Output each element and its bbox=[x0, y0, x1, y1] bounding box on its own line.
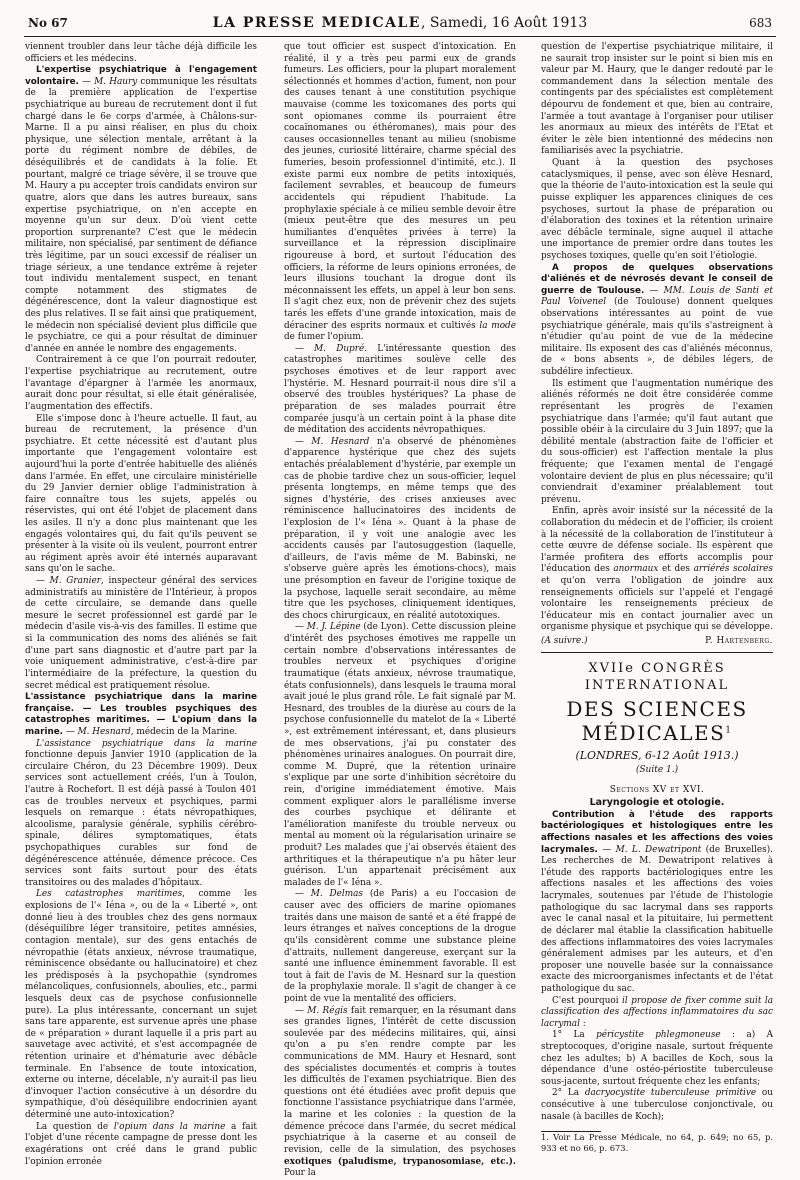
paragraph-text: Enfin, après avoir insisté sur la nécessité de la collaboration du médecin et de l'officier, ils croient à la nécessité de la collaboration de l'instituteur à cette œuvre de défense sociale. Ils espèrent que l'armée profitera des efforts accomplis pour l'éducation des bbox=[541, 506, 773, 575]
italic-phrase: arriérés scolaires bbox=[693, 564, 773, 575]
author-name: MM. Louis de Santi et Paul Voivenel bbox=[541, 285, 773, 308]
issue-number: No 67 bbox=[28, 16, 68, 30]
section-heading: A propos de quelques observations d'aliénés et de névrosés devant le conseil de guerre de Toulouse. bbox=[541, 262, 773, 296]
congress-title-line2 bbox=[541, 697, 773, 745]
author-role: , médecin de la Marine. bbox=[130, 726, 238, 737]
discussion-text: n'a observé de phénomènes d'apparence hystérique que chez des sujets entachés préalablement d'hystérie, par exemple un cas de phobie tardive chez un sous-officier, lequel présenta longtemps, en même temps que des signes d'hystérie, des crises anxieuses avec réminiscence hallucinatoires des incidents de l'explosion de l'« Iéna ». Quant à la phase de préparation, il y voit une analogie avec les accidents causés par l'autosuggestion (laquelle, d'ailleurs, de l'avis même de M. Babinski, ne s'observe guère après les émotions-chocs), mais une présomption en faveur de l'origine toxique de la psychose, laquelle serait secondaire, au même titre que les psychoses, cliniquement identiques, des chocs chirurgicaux, en réalité autotoxiques. bbox=[284, 436, 516, 621]
paragraph bbox=[25, 1122, 257, 1168]
author-name: M. L. Dewatripont bbox=[615, 844, 702, 855]
italic-phrase: l'opium dans la marine bbox=[113, 1121, 226, 1132]
section-heading: Contribution à l'étude des rapports bactériologiques et histologiques entre les affections nasales et les affections des voies lacrymales. bbox=[541, 809, 773, 855]
paragraph-text: : bbox=[579, 1018, 586, 1029]
discussion-text: Pour la bbox=[284, 1168, 316, 1179]
section-santi-voivenel: A propos de quelques observations d'aliénés et de névrosés devant le conseil de guerre de Toulouse. — MM. Louis de Santi et Paul Voivenel (de Toulouse) donnent quelques observations intéressantes au point de vue psychiatrique générale, mais qu'ils s'astreignent à n'étudier qu'au point de vue de la médecine militaire. Ils exposent des cas d'aliénés méconnus, de « bons absents », de débiles légers, de subdélire infectieux. bbox=[541, 262, 773, 378]
paragraph-text: : a) A streptocoques, d'origine nasale, surtout fréquente chez les adultes; b) A bacilles de Koch, sous la dépendance d'une ostéo-périostite tuberculeuse sous-jacente, surtout fréquente chez les enfants; bbox=[541, 1030, 773, 1087]
author-name: M. Dupré bbox=[314, 343, 365, 354]
italic-phrase: anormaux bbox=[613, 564, 659, 575]
to-follow-note: (A suivre.) bbox=[541, 636, 588, 647]
page-number: 683 bbox=[749, 16, 772, 30]
paragraph: Quant à la question des psychoses cataclysmiques, il pense, avec son élève Hesnard, que la théorie de l'auto-intoxication est la seule qui puisse expliquer les apparences cliniques de ces psychoses, surtout la phase de préparation ou d'élaboration des toxines et la rétention urinaire avec débâcle terminale, signe auquel il attache une importance de premier ordre dans toutes les psychoses toxiques, quelle qu'en soit l'étiologie. bbox=[541, 158, 773, 261]
discussion-delmas: — M. Delmas (de Paris) a eu l'occasion de causer avec des officiers de marine opiomanes traités dans une maison de santé et a été frappé de leurs étranges et naïves conceptions de la drogue qu'ils considèrent comme une substance pleine d'attraits, nullement dangereuse, exerçant sur la santé une influence éminemment favorable. Il est tout à fait de l'avis de M. Hesnard sur la question de la prophylaxie morale. Il s'agit de changer à ce point de vue la mentalité des officiers. bbox=[284, 889, 516, 1004]
list-item bbox=[541, 1088, 773, 1123]
paragraph-text: 2° La bbox=[552, 1088, 585, 1099]
paragraph-text: de fumer l'opium. bbox=[284, 332, 364, 343]
paragraph bbox=[541, 996, 773, 1031]
journal-title: LA PRESSE MEDICALE bbox=[212, 15, 421, 31]
page-header bbox=[24, 14, 776, 37]
masthead bbox=[24, 15, 776, 31]
list-item bbox=[541, 1030, 773, 1088]
italic-phrase: péricystite phlegmoneuse bbox=[596, 1030, 721, 1041]
continued-paragraph bbox=[284, 42, 516, 344]
paragraph bbox=[541, 506, 773, 634]
column-right bbox=[541, 42, 773, 1154]
issue-date: , Samedi, 16 Août 1913 bbox=[420, 15, 588, 31]
section-dewatripont: Contribution à l'étude des rapports bactériologiques et histologiques entre les affections nasales et les affections des voies lacrymales. — M. L. Dewatripont (de Bruxelles). Les recherches de M. Dewatripont relatives à l'étude des rapports bactériologiques entre les affections nasales et les affections des voies lacrymales, soutenues par l'étude de l'histologie pathologique du sac lacrymal dans ses rapports avec le canal nasal et la pituitaire, lui permettent de déclarer mal établie la classification habituelle des affections inflammatoires des voies lacrymales généralement admises par les auteurs, et d'en proposer une nouvelle basée sur la connaissance exacte des microorganismes infectants et de l'état pathologique du sac. bbox=[541, 809, 773, 994]
author-name: M. J. Lépine bbox=[306, 622, 361, 633]
bold-phrase: exotiques (paludisme, trypanosomiase, etc.). bbox=[284, 1156, 516, 1167]
paragraph-text: que tout officier est suspect d'intoxication. En réalité, il y a très peu parmi eux de grands fumeurs. Les officiers, pour la plupart moralement sélectionnés et hommes d'action, fument, non pour des causes tenant à une constitution psychique mauvaise (comme les toxicomanes des ports qui sont opiomanes comme ils pourraient être cocaïnomanes ou éthéromanes), mais pour des causes occasionnelles tenant au milieu (snobisme des jeunes, curiosité littéraire, charme spécial des fumeries, besoin professionnel d'intimité, etc.). Il existe parmi eux nombre de petits intoxiqués, facilement sevrables, et beaucoup de fumeurs accidentels qui répudient l'habitude. La prophylaxie spéciale à ce milieu semble devoir être (mieux peut-être que des mesures un peu humiliantes d'enquêtes privées à terre) la surveillance et la répression disciplinaire rigoureuse à bord, et surtout l'éducation des officiers, la réforme de leurs opinions erronées, de leurs illusions touchant la drogue dont ils méconnaissent les effets, un appel à leur bon sens. Il s'agit chez eux, non de prévenir chez des sujets tarés les effets d'une grande intoxication, mais de déraciner des esprits normaux et cultivés bbox=[284, 42, 516, 331]
italic-phrase: Les catastrophes maritimes bbox=[36, 889, 183, 900]
paragraph-text: ou consécutive à une tuberculose conjonctivale, ou nasale (à bacilles de Koch); bbox=[541, 1088, 773, 1122]
congress-place-date: (LONDRES, 6-12 Août 1913.) bbox=[575, 748, 739, 762]
discussion-text: (de Paris) a eu l'occasion de causer avec des officiers de marine opiomanes traités dans une maison de santé et a été frappé de leurs étranges et naïves conceptions de la drogue qu'ils considèrent comme une substance pleine d'attraits, nullement dangereuse, exerçant sur la santé une influence éminemment favorable. Il est tout à fait de l'avis de M. Hesnard sur la question de la prophylaxie morale. Il s'agit de changer à ce point de vue la mentalité des officiers. bbox=[284, 889, 516, 1004]
paragraph-text: et des bbox=[658, 564, 694, 575]
section-heading: L'assistance psychiatrique dans la marine française. — Les troubles psychiques des catastrophes maritimes. — L'opium dans la marine. bbox=[25, 692, 257, 737]
divider bbox=[541, 652, 773, 653]
paragraph-text: fonctionne depuis Janvier 1910 (application de la circulaire Chéron, du 23 Décembre 1909). Deux services sont actuellement créés, l'un à Toulon, l'autre à Rochefort. Il est déjà passé à Toulon 401 cas de troubles nerveux et psychiques, parmi lesquels on remarque : états névropathiques, alcoolisme, paralysie générale, syphilis cérébro-spinale, délires symptomatiques, états psychopathiques curables sur fond de dégénérescence atténuée, démence précoce. Ces services sont faits surtout pour des états transitoires ou des malades d'hôpitaux. bbox=[25, 750, 257, 888]
discussion-dupre: — M. Dupré. L'intéressante question des catastrophes maritimes soulève celle des psychoses émotives et de leur rapport avec l'hystérie. M. Hesnard pourrait-il nous dire s'il a observé des troubles hystériques? La phase de préparation de ses malades pourrait être comparée jusqu'à un certain point à la phase dite de méditation des accidents névropathiques. bbox=[284, 343, 516, 436]
continued-paragraph: question de l'expertise psychiatrique militaire, il ne saurait trop insister sur le point si bien mis en valeur par M. Haury, que le danger redouté par le commandement dans la sélection mentale des contingents par des spécialistes est complètement dépourvu de fondement et que, bien au contraire, l'armée a tout avantage à l'organiser pour utiliser les anormaux au mieux des intérêts de l'Etat et éviter le zèle bien intentionné des médecins non familiarisés avec la psychiatrie. bbox=[541, 42, 773, 157]
discussion-text: (de Lyon). Cette discussion pleine d'intérêt des psychoses émotives me rappelle un certain nombre d'observations intéressantes de troubles nerveux et psychiques d'origine traumatique (états anxieux, névrose traumatique, états confusionnels), dans lesquels le trauma moral avait joué le plus grand rôle. Le fait signalé par M. Hesnard, des troubles de la diurèse au cours de la psychose confusionnelle du matelot de la « Liberté », est extrêmement intéressant, et, dans plusieurs de mes observations, j'ai pu constater des phénomènes urinaires analogues. On pourrait dire, comme M. Dupré, que la rétention urinaire s'explique par une sorte d'inhibition sécrétoire du rein, d'origine immédiatement émotive. Mais comment expliquer alors le parallélisme inverse des courbes psychique et délirante et l'amélioration manifeste du trouble nerveux ou mental au moment où la régularisation urinaire se produit? Les malades que j'ai observés étaient des arthritiques et la thérapeutique n'a pu hâter leur guérison. L'un appartenait précisément aux malades de l'« Iéna ». bbox=[284, 622, 516, 888]
section-haury: L'expertise psychiatrique à l'engagement volontaire. — M. Haury communique les résultats de la première application de l'expertise psychiatrique au bureau de recrutement dont il fut chargé dans le 6e corps d'armée, à Châlons-sur-Marne. Il a pu ainsi réaliser, en plus du choix physique, une sélection mentale, arrêtant à la porte du régiment nombre de débiles, de déséquilibrés et de candidats à la folie. Et pourtant, malgré ce triage sévère, il se trouve que M. Haury a pu accepter trois candidats environ sur quatre, alors que dans les autres bureaux, sans expertise psychiatrique, on n'en accepte en moyenne qu'un sur deux. D'où vient cette proportion surprenante? C'est que le médecin militaire, non spécialisé, par sentiment de défiance très légitime, par un souci excessif de réaliser un triage sérieux, a une tendance extrême à rejeter tout individu mentalement suspect, en tenant compte notamment des stigmates de dégénérescence, dont la valeur diagnostique est des plus relatives. Il se fait ainsi que pratiquement, le médecin non spécialisé devient plus difficile que le psychiatre, ce qui a pour résultat de diminuer d'année en année le nombre des engagements. bbox=[25, 65, 257, 354]
italic-phrase: L'assistance psychiatrique dans la marine bbox=[36, 738, 257, 749]
paragraph-text: et qu'on verra l'obligation de joindre aux renseignements officiels sur l'appelé et l'engagé volontaire les renseignements précieux de l'éducateur mis en contact journalier avec un organisme physique et psychique qui se développe. bbox=[541, 576, 773, 633]
paragraph: Ils estiment que l'augmentation numérique des aliénés réformés ne doit être considérée comme représentant les progrès de l'examen psychiatrique dans l'armée; qu'il faut autant que possible obéir à la circulaire du 3 Juin 1897; que la débilité mentale (abstraction faite de l'officier et du sous-officier) est l'affection mentale la plus fréquente; que l'examen mental de l'engagé volontaire devient de plus en plus nécessaire; qu'il conviendrait d'examiner préalablement tout prévenu. bbox=[541, 378, 773, 505]
section-text: (de Bruxelles). Les recherches de M. Dewatripont relatives à l'étude des rapports bactériologiques entre les affections nasales et les affections des voies lacrymales, soutenues par l'étude de l'histologie pathologique du sac lacrymal dans ses rapports avec le canal nasal et la pituitaire, lui permettent de déclarer mal établie la classification habituelle des affections inflammatoires des voies lacrymales généralement admises par les auteurs, et d'en proposer une nouvelle basée sur la connaissance exacte des microorganismes infectants et de l'état pathologique du sac. bbox=[541, 844, 773, 994]
italic-phrase: dacryocystite tuberculeuse primitive bbox=[584, 1088, 757, 1099]
section-text: (de Toulouse) donnent quelques observations intéressantes au point de vue psychiatrique générale, mais qu'ils s'astreignent à n'étudier qu'au point de vue de la médecine militaire. Ils exposent des cas d'aliénés méconnus, de « bons absents », de débiles légers, de subdélire infectieux. bbox=[541, 297, 773, 378]
discussion-granier: — M. Granier, inspecteur général des services administratifs au ministère de l'Intérieur, à propos de cette circulaire, se demande dans quelle mesure le secret professionnel est gardé par le médecin d'asile vis-à-vis des familles. Il estime que si la communication des noms des aliénés se fait d'une part sans diagnostic et d'autre part par la voie uniquement administrative, c'est-à-dire par l'intermédiaire de la préfecture, la question du secret médical est pratiquement résolue. bbox=[25, 576, 257, 691]
paragraph bbox=[25, 739, 257, 890]
author-name: M. Delmas bbox=[310, 889, 363, 900]
author-name: M. Haury bbox=[94, 76, 138, 87]
congress-heading bbox=[541, 661, 773, 777]
section-heading: L'expertise psychiatrique à l'engagement volontaire. bbox=[25, 65, 257, 87]
author-name: M. Hesnard bbox=[311, 436, 370, 447]
sections-label: Sections XV et XVI. bbox=[609, 784, 705, 795]
italic-phrase: il propose de fixer comme suit la classification des affections inflammatoires du sac lacrymal bbox=[541, 995, 773, 1029]
author-name: M. Granier bbox=[49, 576, 101, 587]
discussion-hesnard: — M. Hesnard n'a observé de phénomènes d'apparence hystérique que chez des sujets entachés préalablement d'hystérie, par exemple un cas de phobie tardive chez un sous-officier, lequel présenta longtemps, en même temps que des signes d'hystérie, des crises anxieuses avec réminiscence hallucinatoires des incidents de l'explosion de l'« Iéna ». Quant à la phase de préparation, il y voit une analogie avec les accidents causés par l'autosuggestion (laquelle, d'ailleurs, de l'avis même de M. Babinski, ne s'observe guère après les émotions-chocs), mais une présomption en faveur de l'origine toxique de la psychose, laquelle serait secondaire, au même titre que les psychoses, cliniquement identiques, des chocs chirurgicaux, en réalité autotoxiques. bbox=[284, 436, 516, 621]
congress-title-text: DES SCIENCES MÉDICALES bbox=[566, 696, 748, 745]
footnote-marker: 1 bbox=[725, 724, 733, 735]
paragraph: Contrairement à ce que l'on pourrait redouter, l'expertise psychiatrique au recrutement, outre l'avantage d'épargner à l'armée les anormaux, aurait donc pour résultat, si elle était généralisée, l'augmentation des effectifs. bbox=[25, 355, 257, 412]
column-left bbox=[25, 42, 257, 1167]
column-middle bbox=[284, 42, 516, 1179]
discussion-text: , inspecteur général des services administratifs au ministère de l'Intérieur, à propos de cette circulaire, se demande dans quelle mesure le secret professionnel est gardé par le médecin d'asile vis-à-vis des familles. Il estime que si la communication des noms des aliénés se fait d'une part sans diagnostic et d'autre part par la voie uniquement administrative, c'est-à-dire par l'intermédiaire de la préfecture, la question du secret médical est pratiquement résolue. bbox=[25, 576, 257, 691]
discussion-text: . L'intéressante question des catastrophes maritimes soulève celle des psychoses émotives et de leur rapport avec l'hystérie. M. Hesnard pourrait-il nous dire s'il a observé des troubles hystériques? La phase de préparation de ses malades pourrait être comparée jusqu'à un certain point à la phase dite de méditation des accidents névropathiques. bbox=[284, 343, 516, 436]
sections-subject: Laryngologie et otologie. bbox=[589, 797, 725, 809]
paragraph-text: 1° La bbox=[552, 1030, 597, 1041]
paragraph-text: a fait l'objet d'une récente campagne de presse dont les exagérations ont créé dans le grand public l'opinion erronée bbox=[25, 1121, 257, 1167]
author-name: M. Hesnard bbox=[77, 726, 131, 737]
section-text: communique les résultats de la première application de l'expertise psychiatrique au bureau de recrutement dont il fut chargé dans le 6e corps d'armée, à Châlons-sur-Marne. Il a pu ainsi réaliser, en plus du choix physique, une sélection mentale, arrêtant à la porte du régiment nombre de débiles, de déséquilibrés et de candidats à la folie. Et pourtant, malgré ce triage sévère, il se trouve que M. Haury a pu accepter trois candidats environ sur quatre, alors que dans les autres bureaux, sans expertise psychiatrique, on n'en accepte en moyenne qu'un sur deux. D'où vient cette proportion surprenante? C'est que le médecin militaire, non spécialisé, par sentiment de défiance très légitime, par un souci excessif de réaliser un triage sérieux, a une tendance extrême à rejeter tout individu mentalement suspect, en tenant compte notamment des stigmates de dégénérescence, dont la valeur diagnostique est des plus relatives. Il se fait ainsi que pratiquement, le médecin non spécialisé devient plus difficile que le psychiatre, ce qui a pour résultat de diminuer d'année en année le nombre des engagements. bbox=[25, 76, 257, 354]
section-hesnard: L'assistance psychiatrique dans la marine française. — Les troubles psychiques des catastrophes maritimes. — L'opium dans la marine. — M. Hesnard, médecin de la Marine. bbox=[25, 692, 257, 737]
italic-phrase: la mode bbox=[479, 320, 516, 331]
paragraph: Elle s'impose donc à l'heure actuelle. Il faut, au bureau de recrutement, la présence d'un psychiatre. Et cette nécessité est d'autant plus importante que l'engagement volontaire est aujourd'hui la porte d'entrée habituelle des aliénés dans l'armée. En effet, une circulaire ministérielle du 29 Janvier dernier oblige l'administration à faire connaître tous les sujets, appelés ou réservistes, qui ont été l'objet de placement dans les asiles. Il n'y a donc plus maintenant que les engagés volontaires qui, du fait qu'ils peuvent se présenter à la visite où ils veulent, pourront entrer au régiment après avoir été internés auparavant sans qu'on le sache. bbox=[25, 413, 257, 575]
signature-line bbox=[541, 636, 773, 648]
discussion-lepine: — M. J. Lépine (de Lyon). Cette discussion pleine d'intérêt des psychoses émotives me rappelle un certain nombre d'observations intéressantes de troubles nerveux et psychiques d'origine traumatique (états anxieux, névrose traumatique, états confusionnels), dans lesquels le trauma moral avait joué le plus grand rôle. Le fait signalé par M. Hesnard, des troubles de la diurèse au cours de la psychose confusionnelle du matelot de la « Liberté », est extrêmement intéressant, et, dans plusieurs de mes observations, j'ai pu constater des phénomènes urinaires analogues. On pourrait dire, comme M. Dupré, que la rétention urinaire s'explique par une sorte d'inhibition sécrétoire du rein, d'origine immédiatement émotive. Mais comment expliquer alors le parallélisme inverse des courbes psychique et délirante et l'amélioration manifeste du trouble nerveux ou mental au moment où la régularisation urinaire se produit? Les malades que j'ai observés étaient des arthritiques et la thérapeutique n'a pu hâter leur guérison. L'un appartenait précisément aux malades de l'« Iéna ». bbox=[284, 622, 516, 888]
discussion-regis: — M. Régis fait remarquer, en la résumant dans ses grandes lignes, l'intérêt de cette discussion soulevée par des médecins militaires, qui, ainsi qu'on a pu s'en rendre compte par les communications de MM. Haury et Hesnard, sont des spécialistes documentés et compris à toutes les difficultés de l'examen psychiatrique. Bien des questions ont été étudiées avec profit depuis que fonctionne l'assistance psychiatrique dans l'armée, la marine et les colonies : la question de la démence précoce dans l'armée, du secret médical psychiatrique à la caserne et au conseil de revision, celle de la simulation, des psychoses exotiques (paludisme, trypanosomiase, etc.). Pour la bbox=[284, 1005, 516, 1179]
discussion-text: fait remarquer, en la résumant dans ses grandes lignes, l'intérêt de cette discussion soulevée par des médecins militaires, qui, ainsi qu'on a pu s'en rendre compte par les communications de MM. Haury et Hesnard, sont des spécialistes documentés et compris à toutes les difficultés de l'examen psychiatrique. Bien des questions ont été étudiées avec profit depuis que fonctionne l'assistance psychiatrique dans l'armée, la marine et les colonies : la question de la démence précoce dans l'armée, du secret médical psychiatrique à la caserne et au conseil de revision, celle de la simulation, des psychoses bbox=[284, 1005, 516, 1155]
author-signature: P. Hartenberg. bbox=[705, 636, 773, 647]
paragraph-text: C'est pourquoi bbox=[552, 995, 623, 1006]
paragraph-text: La question de bbox=[36, 1121, 114, 1132]
paragraph-text: , comme les explosions de l'« Iéna », ou de la « Liberté », ont donné lieu à des troubles chez des gens normaux (déséquilibre léger transitoire, petites amnésies, contagion mentale), sur des gens entachés de névropathie (états anxieux, névrose traumatique, réminiscence obsédante ou hallucinatoire) et chez les prédisposés à la psychopathie (syndromes mélancoliques, confusionnels, aboulies, etc., parmi lesquels deux cas de psychose confusionnelle pure). La plus intéressante, concernant un sujet sans tare apparente, est survenue après une phase de « préparation » durant laquelle il a pris part au sauvetage avec activité, et s'est accompagnée de rétention urinaire et d'hématurie avec débâcle terminale. En l'absence de toute intoxication, externe ou interne, décelable, n'y aurait-il pas lieu d'invoquer l'action consécutive à un désordre du sympathique, d'où déséquilibre endocrinien ayant déterminé une auto-intoxication? bbox=[25, 889, 257, 1121]
footnote: 1. Voir La Presse Médicale, no 64, p. 649; no 65, p. 933 et no 66, p. 673. bbox=[541, 1132, 773, 1154]
continuation-note: (Suite 1.) bbox=[635, 764, 679, 775]
author-name: M. Régis bbox=[307, 1005, 348, 1016]
paragraph bbox=[25, 889, 257, 1121]
congress-title-line1: XVIIe CONGRÈS INTERNATIONAL bbox=[584, 660, 730, 693]
continued-paragraph: viennent troubler dans leur tâche déjà difficile les officiers et les médecins. bbox=[25, 42, 257, 64]
